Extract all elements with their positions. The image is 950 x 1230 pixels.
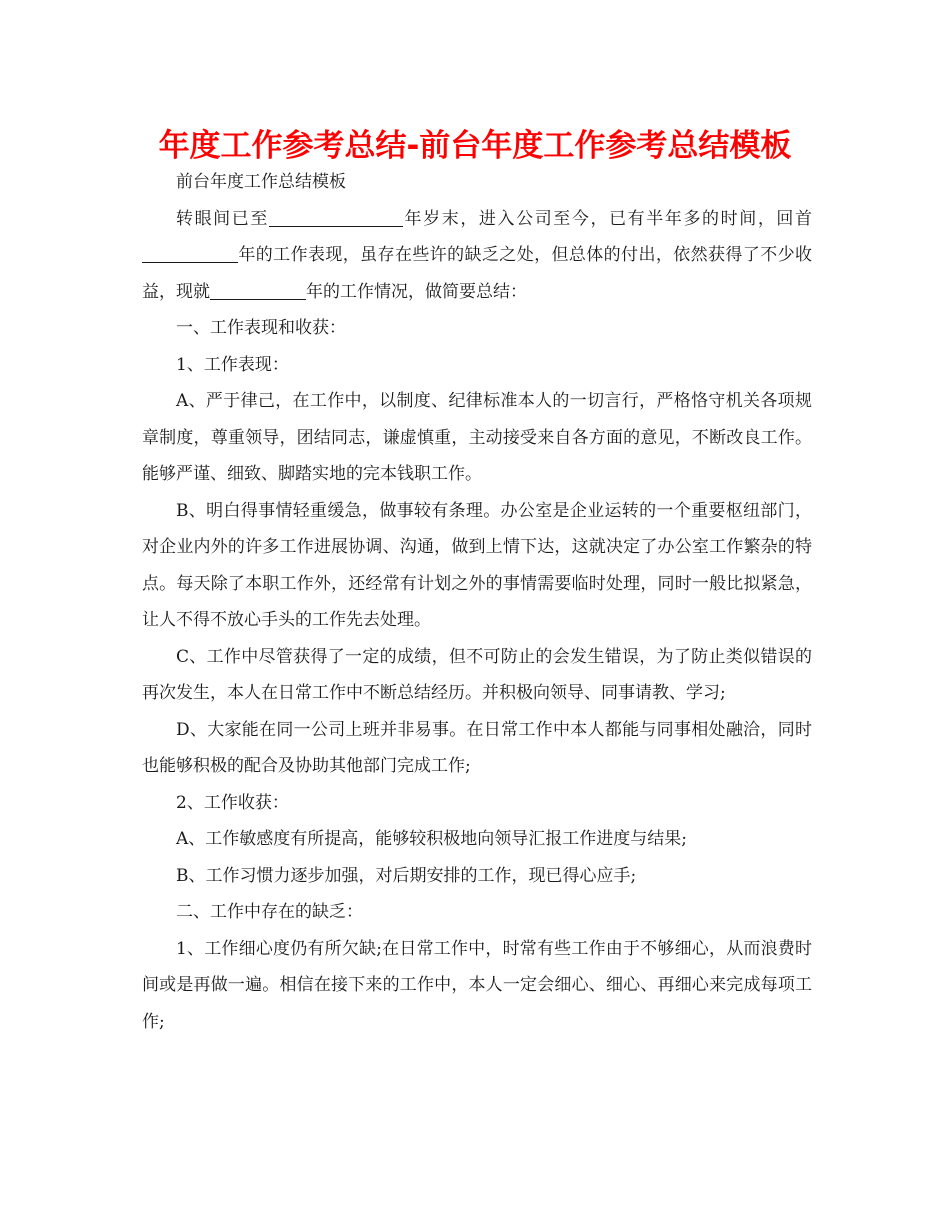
body-paragraph: C、工作中尽管获得了一定的成绩，但不可防止的会发生错误，为了防止类似错误的再次发生，本人在日常工作中不断总结经历。并积极向领导、同事请教、学习;	[142, 646, 812, 703]
document-subtitle: 前台年度工作总结模板	[176, 172, 346, 192]
blank-line	[269, 208, 403, 227]
intro-paragraph	[142, 201, 812, 311]
body-paragraph: 1、工作细心度仍有所欠缺;在日常工作中，时常有些工作由于不够细心，从而浪费时间或是再做一遍。相信在接下来的工作中，本人一定会细心、细心、再细心来完成每项工作;	[142, 938, 812, 1032]
body-paragraph: D、大家能在同一公司上班并非易事。在日常工作中本人都能与同事相处融洽，同时也能够积极的配合及协助其他部门完成工作;	[142, 719, 812, 776]
body-paragraph: B、明白得事情轻重缓急，做事较有条理。办公室是企业运转的一个重要枢纽部门，对企业内外的许多工作进展协调、沟通，做到上情下达，这就决定了办公室工作繁杂的特点。每天除了本职工作外，还经常有计划之外的事情需要临时处理，同时一般比拟紧急，让人不得不放心手头的工作先去处理。	[142, 500, 812, 630]
document-body	[142, 164, 812, 1040]
document-title: 年度工作参考总结-前台年度工作参考总结模板	[158, 128, 792, 164]
subsection-heading: 1、工作表现：	[176, 354, 289, 375]
body-paragraph: A、工作敏感度有所提高，能够较积极地向领导汇报工作进度与结果;	[176, 829, 688, 849]
section-heading: 二、工作中存在的缺乏：	[176, 902, 363, 922]
body-paragraph: B、工作习惯力逐步加强，对后期安排的工作，现已得心应手;	[176, 865, 637, 886]
subsection-heading: 2、工作收获：	[176, 792, 289, 813]
body-paragraph: A、严于律己，在工作中，以制度、纪律标准本人的一切言行，严格恪守机关各项规章制度，尊重领导，团结同志，谦虚慎重，主动接受来自各方面的意见，不断改良工作。能够严谨、细致、脚踏实地的完本钱职工作。	[142, 391, 812, 484]
intro-text-2: 年岁末，进入公司至今，已有半年多的时间，回首	[402, 208, 813, 229]
blank-line	[210, 281, 306, 300]
intro-text-1: 转眼间已至	[176, 208, 269, 229]
intro-text-3: 年的工作表现，虽存在些许的缺乏之处，但总体的付出，依然获得了不少收益，现就	[142, 245, 812, 302]
intro-text-4: 年的工作情况，做简要总结：	[306, 281, 527, 302]
section-heading: 一、工作表现和收获：	[176, 318, 346, 338]
blank-line	[142, 244, 238, 263]
